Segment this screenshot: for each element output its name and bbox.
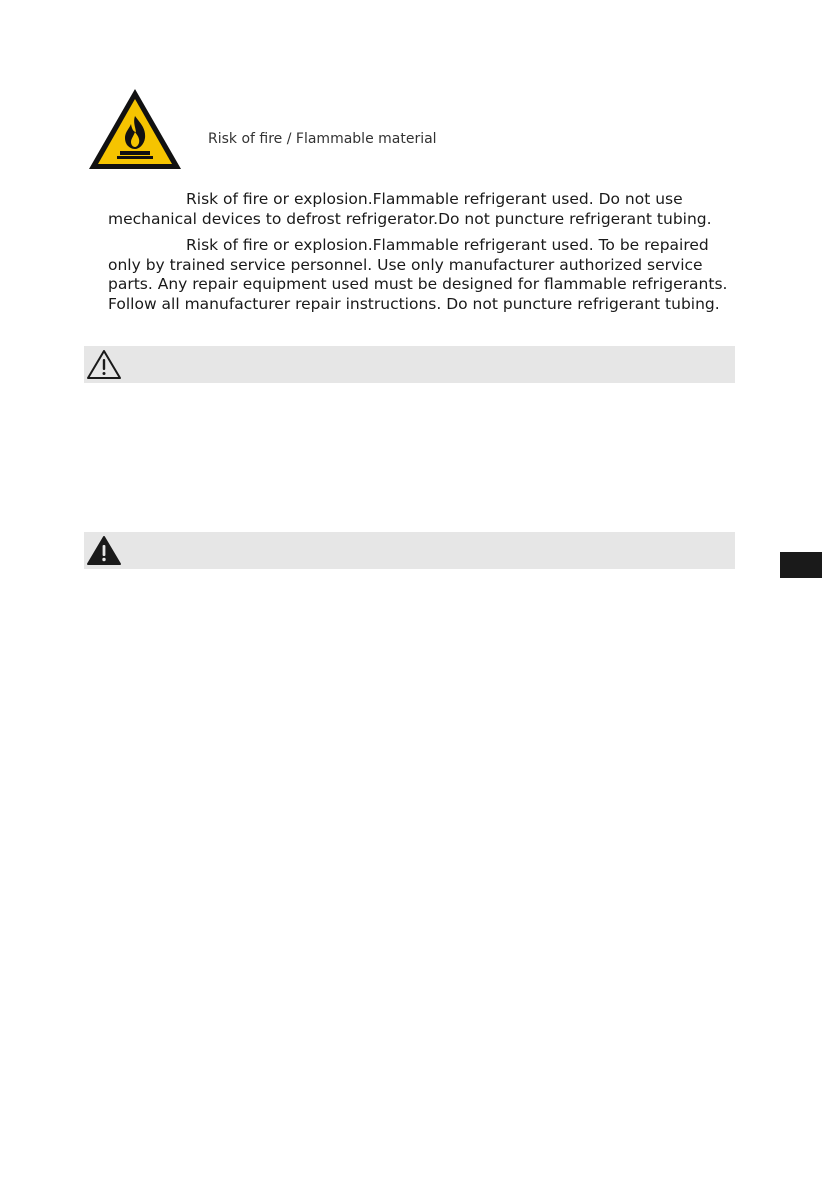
warning-line: Follow all manufacturer repair instructions. Do not puncture refrigerant tubing. bbox=[108, 294, 720, 313]
side-thumb-tab bbox=[780, 552, 822, 578]
caution-section-bar bbox=[84, 346, 735, 383]
warning-paragraph-repair bbox=[108, 236, 748, 314]
warning-line: Risk of fire or explosion.Flammable refrigerant used. Do not use bbox=[186, 190, 683, 208]
flammable-material-warning-icon bbox=[86, 86, 184, 172]
caution-outline-triangle-icon bbox=[86, 348, 122, 381]
warning-line: Risk of fire or explosion.Flammable refrigerant used. To be repaired bbox=[186, 236, 709, 254]
warning-section-bar bbox=[84, 532, 735, 569]
fire-symbol-caption: Risk of fire / Flammable material bbox=[208, 131, 437, 147]
warning-line: mechanical devices to defrost refrigerator.Do not puncture refrigerant tubing. bbox=[108, 209, 712, 228]
warning-paragraph-defrost bbox=[108, 190, 748, 229]
warning-line: only by trained service personnel. Use only manufacturer authorized service bbox=[108, 255, 703, 274]
warning-line: parts. Any repair equipment used must be designed for flammable refrigerants. bbox=[108, 275, 728, 293]
warning-filled-triangle-icon bbox=[86, 534, 122, 567]
